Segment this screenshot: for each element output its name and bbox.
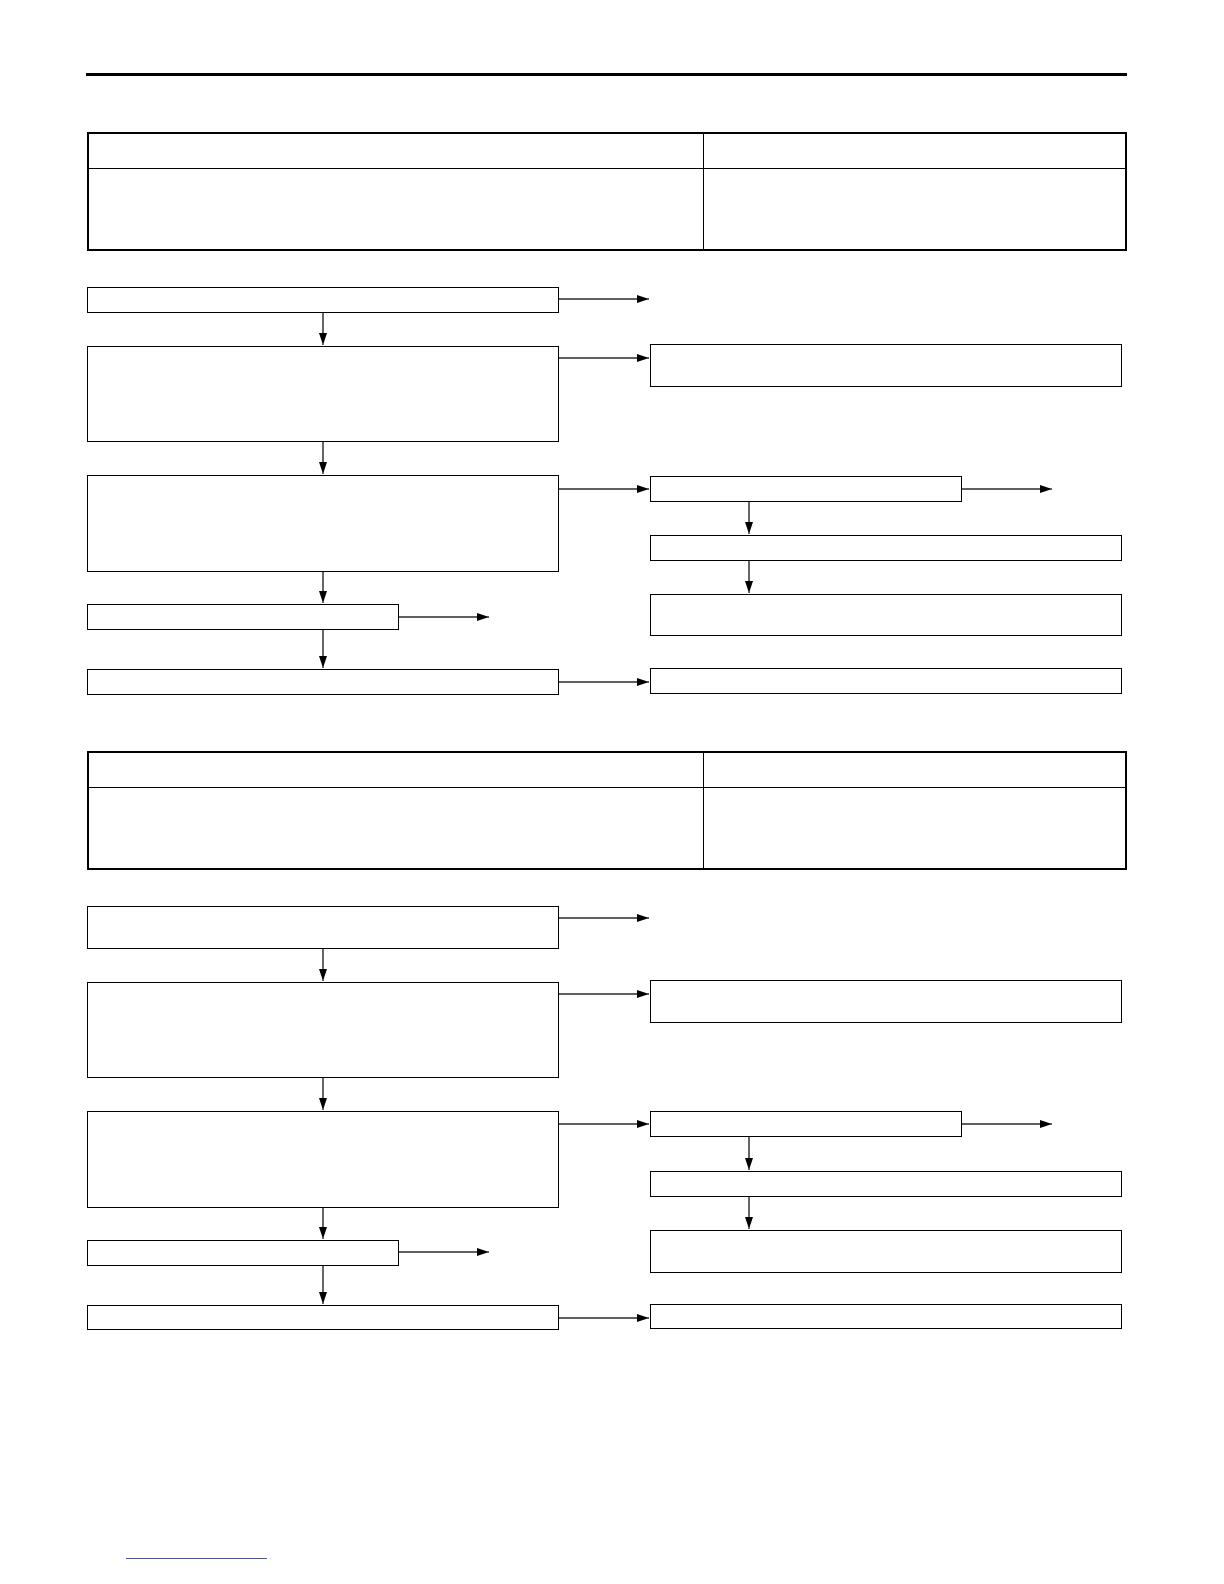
footer-link[interactable] bbox=[126, 1558, 267, 1559]
